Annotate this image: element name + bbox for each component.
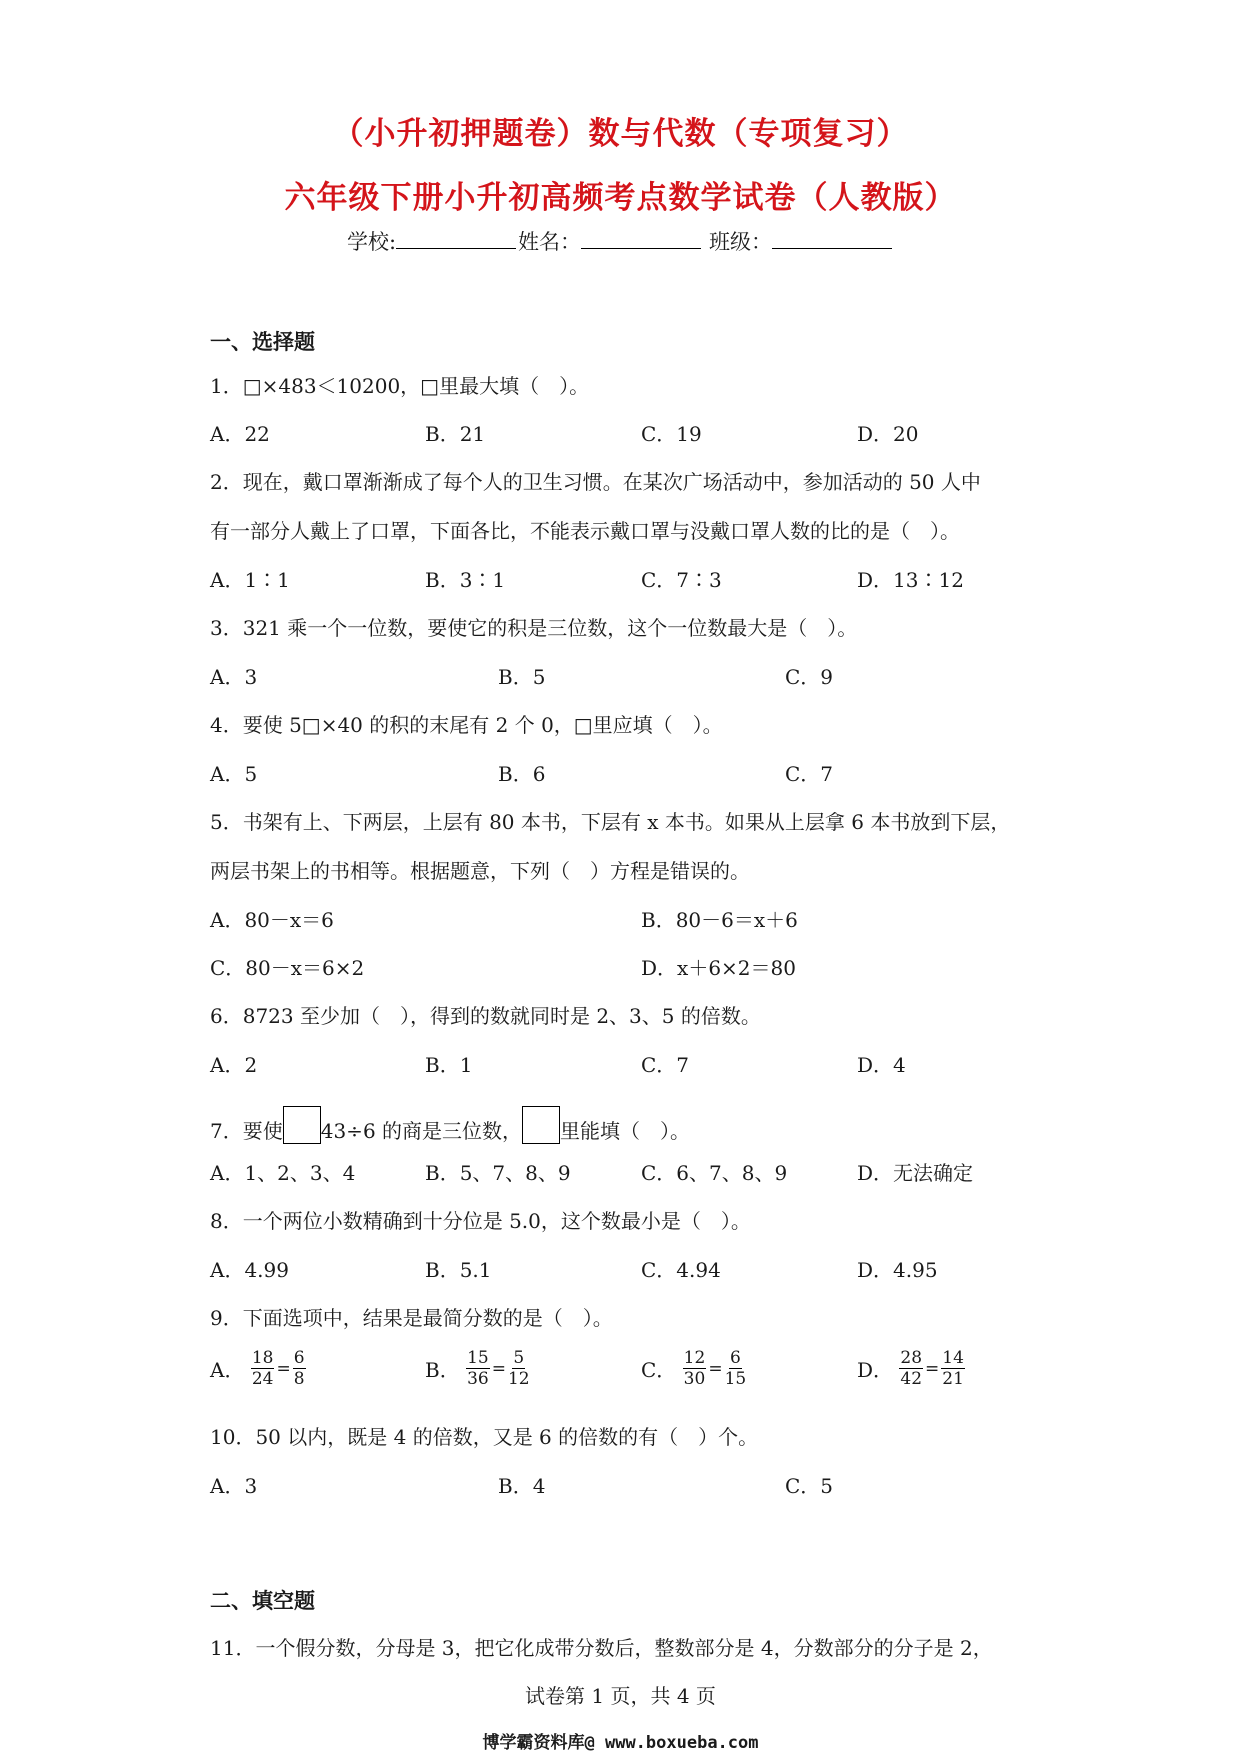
fraction	[251, 1348, 275, 1389]
question-5-line1: 5．书架有上、下两层，上层有 80 本书，下层有 x 本书。如果从上层拿 6 本书放到下层，	[210, 810, 1011, 834]
fraction	[508, 1348, 530, 1389]
option-b: B．80－6＝x＋6	[641, 908, 798, 932]
section-title: 一、选择题	[210, 330, 315, 354]
fraction	[899, 1348, 923, 1389]
question-10: 10．50 以内，既是 4 的倍数，又是 6 的倍数的有（ ）个。	[210, 1425, 759, 1449]
question-9: 9．下面选项中，结果是最简分数的是（ ）。	[210, 1306, 613, 1330]
school-label: 学校:	[346, 230, 397, 254]
denominator: 24	[251, 1369, 274, 1389]
numerator: 15	[467, 1348, 489, 1368]
option-d: D．4.95	[857, 1258, 938, 1282]
fraction	[941, 1348, 965, 1389]
denominator: 12	[507, 1369, 530, 1389]
fraction	[683, 1348, 707, 1389]
option-b: B．5	[498, 665, 546, 689]
option-b	[425, 1348, 530, 1389]
denominator: 8	[293, 1369, 305, 1389]
page-title: （小升初押题卷）数与代数（专项复习）	[332, 116, 909, 152]
option-label: A．	[210, 1358, 245, 1382]
option-b: B．4	[498, 1474, 546, 1498]
numerator: 5	[513, 1348, 525, 1368]
page-subtitle: 六年级下册小升初高频考点数学试卷（人教版）	[284, 180, 957, 216]
numerator: 12	[683, 1348, 706, 1368]
option-a: A．3	[210, 665, 258, 689]
option-label: C．	[641, 1358, 677, 1382]
denominator: 36	[467, 1369, 489, 1389]
school-blank[interactable]	[396, 228, 516, 249]
question-4: 4．要使 5□×40 的积的末尾有 2 个 0，□里应填（ ）。	[210, 713, 723, 737]
class-blank[interactable]	[772, 228, 892, 249]
option-b: B．5、7、8、9	[425, 1161, 571, 1185]
option-a: A．1、2、3、4	[210, 1161, 356, 1185]
option-a: A．80－x＝6	[210, 908, 334, 932]
option-c: C．9	[785, 665, 834, 689]
option-b: B．1	[425, 1053, 473, 1077]
option-c: C．5	[785, 1474, 834, 1498]
numerator: 28	[900, 1348, 923, 1368]
option-d: D．x＋6×2＝80	[641, 956, 796, 980]
option-a: A．22	[210, 422, 270, 446]
numerator: 6	[729, 1348, 741, 1368]
option-a: A．4.99	[210, 1258, 289, 1282]
watermark: 博学霸资料库@ www.boxueba.com	[482, 1733, 759, 1753]
question-7-post: 里能填（ ）。	[560, 1119, 691, 1143]
option-c: C．19	[641, 422, 702, 446]
option-b: B．5.1	[425, 1258, 492, 1282]
option-d: D．13∶12	[857, 568, 964, 592]
option-b: B．3∶1	[425, 568, 506, 592]
option-a: A．2	[210, 1053, 258, 1077]
question-7-mid: 43÷6 的商是三位数，	[320, 1119, 523, 1143]
question-8: 8．一个两位小数精确到十分位是 5.0，这个数最小是（ ）。	[210, 1209, 751, 1233]
denominator: 15	[724, 1369, 747, 1389]
question-11: 11．一个假分数，分母是 3，把它化成带分数后，整数部分是 4，分数部分的分子是 2，	[210, 1636, 993, 1660]
option-c: C．6、7、8、9	[641, 1161, 788, 1185]
option-c: C．80－x＝6×2	[210, 956, 365, 980]
denominator: 21	[942, 1369, 964, 1389]
question-2-line1: 2．现在，戴口罩渐渐成了每个人的卫生习惯。在某次广场活动中，参加活动的 50 人中	[210, 470, 981, 494]
fraction	[466, 1348, 490, 1389]
denominator: 42	[900, 1369, 923, 1389]
option-d: D．4	[857, 1053, 906, 1077]
option-b: B．21	[425, 422, 486, 446]
option-c: C．7	[641, 1053, 690, 1077]
question-5-line2: 两层书架上的书相等。根据题意，下列（ ）方程是错误的。	[210, 859, 750, 883]
option-a	[210, 1348, 306, 1389]
option-label: B．	[425, 1358, 460, 1382]
equals-sign: =	[925, 1358, 940, 1379]
option-b: B．6	[498, 762, 546, 786]
blank-box	[283, 1106, 321, 1144]
student-info-row	[0, 226, 1241, 256]
equals-sign: =	[491, 1358, 506, 1379]
option-c: C．7∶3	[641, 568, 722, 592]
question-7	[210, 1106, 690, 1144]
numerator: 14	[942, 1348, 964, 1368]
option-a: A．5	[210, 762, 258, 786]
option-d: D．无法确定	[857, 1161, 974, 1185]
option-c: C．4.94	[641, 1258, 721, 1282]
option-a: A．3	[210, 1474, 258, 1498]
equals-sign: =	[276, 1358, 291, 1379]
equals-sign: =	[708, 1358, 723, 1379]
option-c	[641, 1348, 746, 1389]
numerator: 6	[293, 1348, 305, 1368]
name-blank[interactable]	[581, 228, 701, 249]
option-d: D．20	[857, 422, 919, 446]
fraction	[293, 1348, 306, 1389]
question-1: 1．□×483＜10200，□里最大填（ ）。	[210, 374, 590, 398]
question-2-line2: 有一部分人戴上了口罩，下面各比，不能表示戴口罩与没戴口罩人数的比的是（ ）。	[210, 519, 960, 543]
blank-box	[522, 1106, 560, 1144]
denominator: 30	[683, 1369, 706, 1389]
fraction	[725, 1348, 747, 1389]
question-7-pre: 7．要使	[210, 1119, 283, 1143]
option-d	[857, 1348, 965, 1389]
option-a: A．1∶1	[210, 568, 290, 592]
page-footer: 试卷第 1 页，共 4 页	[525, 1684, 716, 1708]
numerator: 18	[251, 1348, 274, 1368]
question-3: 3．321 乘一个一位数，要使它的积是三位数，这个一位数最大是（ ）。	[210, 616, 858, 640]
question-6: 6．8723 至少加（ ），得到的数就同时是 2、3、5 的倍数。	[210, 1004, 761, 1028]
option-label: D．	[857, 1358, 894, 1382]
option-c: C．7	[785, 762, 834, 786]
class-label: 班级：	[709, 230, 773, 254]
section-title: 二、填空题	[210, 1589, 315, 1613]
name-label: 姓名：	[518, 230, 582, 254]
